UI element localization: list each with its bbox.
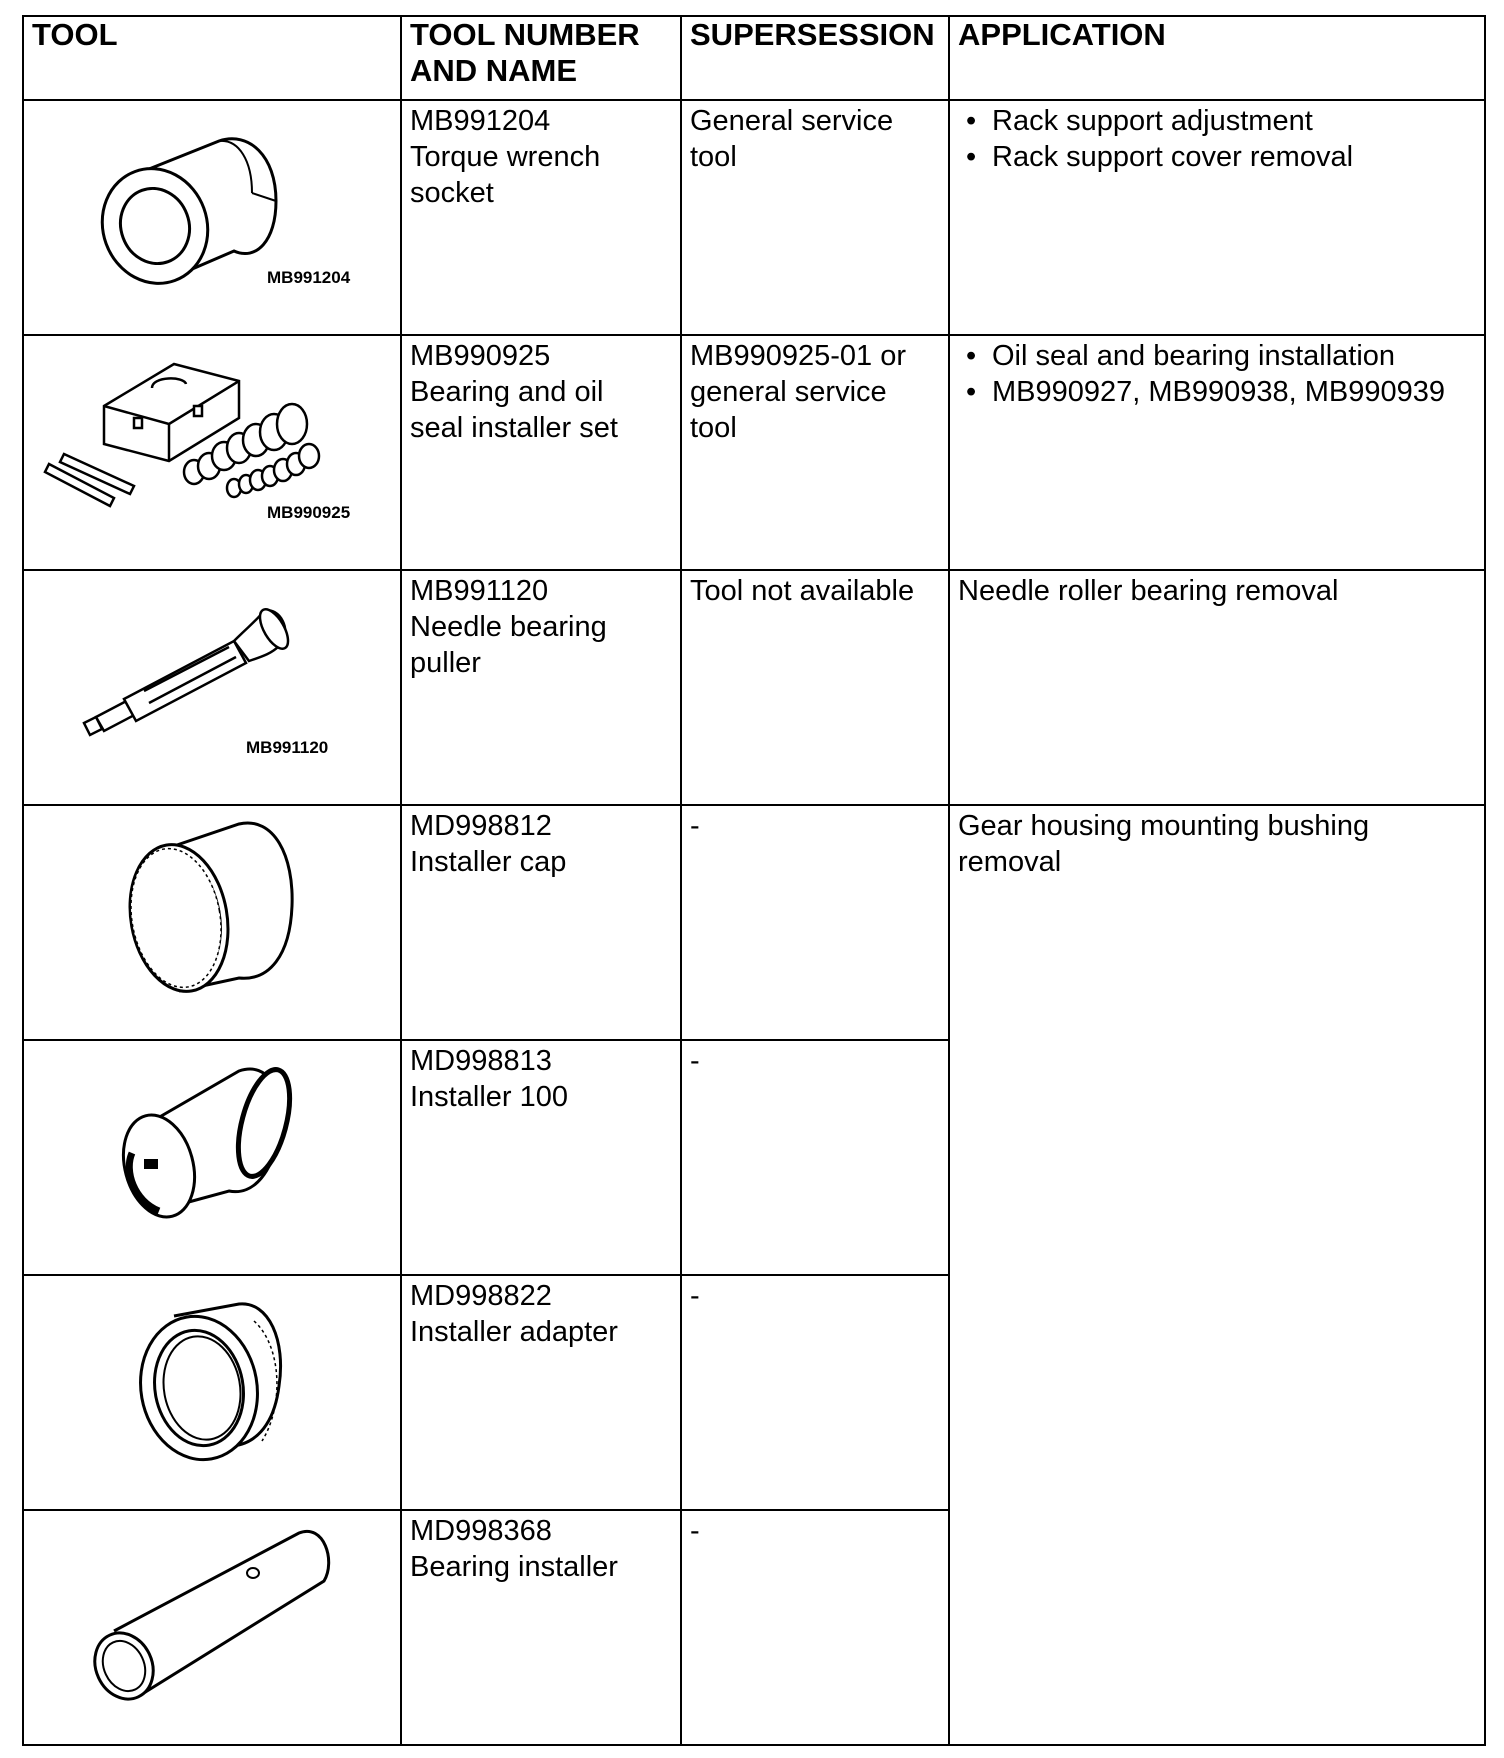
installer-cap-illustration [24, 806, 400, 1039]
table-row [23, 805, 1485, 1040]
tool-name: Needle bearing puller [410, 611, 607, 679]
installer-100-illustration [24, 1041, 400, 1274]
bearing-installer-set-illustration [24, 336, 400, 569]
tool-number: MB990925 [410, 340, 551, 372]
tool-number-name-cell [401, 335, 681, 570]
header-application: APPLICATION [949, 16, 1485, 100]
tool-illustration-cell [23, 335, 401, 570]
header-tool: TOOL [23, 16, 401, 100]
tool-code-label: MB991120 [246, 738, 329, 757]
application-text: Gear housing mounting bushing removal [958, 810, 1370, 878]
special-tools-table [22, 15, 1486, 1746]
supersession-cell [681, 1275, 949, 1510]
header-row [23, 16, 1485, 100]
application-text: Needle roller bearing removal [958, 575, 1339, 607]
supersession-cell [681, 335, 949, 570]
application-item: • Rack support cover removal [958, 139, 1478, 175]
tool-number-name-cell [401, 805, 681, 1040]
bearing-installer-illustration [24, 1511, 400, 1744]
tool-number-name-cell [401, 1275, 681, 1510]
supersession-text: - [690, 1045, 700, 1077]
application-cell [949, 100, 1485, 335]
application-cell [949, 570, 1485, 805]
tool-name: Bearing installer [410, 1551, 618, 1583]
header-tool-number-name: TOOL NUMBER AND NAME [401, 16, 681, 100]
supersession-cell [681, 1040, 949, 1275]
tool-number: MD998813 [410, 1045, 552, 1077]
tool-number-name-cell [401, 100, 681, 335]
tool-name: Torque wrench socket [410, 141, 601, 209]
supersession-text: - [690, 1515, 700, 1547]
supersession-cell [681, 100, 949, 335]
tool-code-label: MB990925 [267, 503, 351, 522]
supersession-cell [681, 1510, 949, 1745]
installer-adapter-illustration [24, 1276, 400, 1509]
tool-name: Installer cap [410, 846, 567, 878]
supersession-cell [681, 805, 949, 1040]
supersession-text: MB990925-01 or general service tool [690, 340, 907, 444]
tool-number-name-cell [401, 1040, 681, 1275]
header-supersession: SUPERSESSION [681, 16, 949, 100]
tool-illustration-cell [23, 1275, 401, 1510]
table-row [23, 335, 1485, 570]
supersession-text: General service tool [690, 105, 894, 173]
needle-bearing-puller-illustration [24, 571, 400, 804]
application-cell [949, 335, 1485, 570]
tool-number-name-cell [401, 1510, 681, 1745]
supersession-text: - [690, 810, 700, 842]
supersession-text: Tool not available [690, 575, 915, 607]
tool-name: Bearing and oil seal installer set [410, 376, 618, 444]
tool-number-name-cell [401, 570, 681, 805]
tool-illustration-cell [23, 805, 401, 1040]
tool-number: MD998368 [410, 1515, 552, 1547]
tool-number: MB991204 [410, 105, 551, 137]
tool-name: Installer adapter [410, 1316, 618, 1348]
supersession-cell [681, 570, 949, 805]
application-cell [949, 805, 1485, 1745]
application-item: • Oil seal and bearing installation [958, 338, 1478, 374]
application-item: • Rack support adjustment [958, 103, 1478, 139]
table-row [23, 570, 1485, 805]
supersession-text: - [690, 1280, 700, 1312]
tool-number: MB991120 [410, 575, 549, 607]
tool-illustration-cell [23, 100, 401, 335]
torque-wrench-socket-illustration [24, 101, 400, 334]
tool-number: MD998822 [410, 1280, 552, 1312]
application-item: • MB990927, MB990938, MB990939 [958, 374, 1478, 410]
tool-illustration-cell [23, 1510, 401, 1745]
tool-number: MD998812 [410, 810, 552, 842]
tool-code-label: MB991204 [267, 268, 351, 287]
table-row [23, 100, 1485, 335]
tool-name: Installer 100 [410, 1081, 568, 1113]
tool-illustration-cell [23, 1040, 401, 1275]
tool-illustration-cell [23, 570, 401, 805]
